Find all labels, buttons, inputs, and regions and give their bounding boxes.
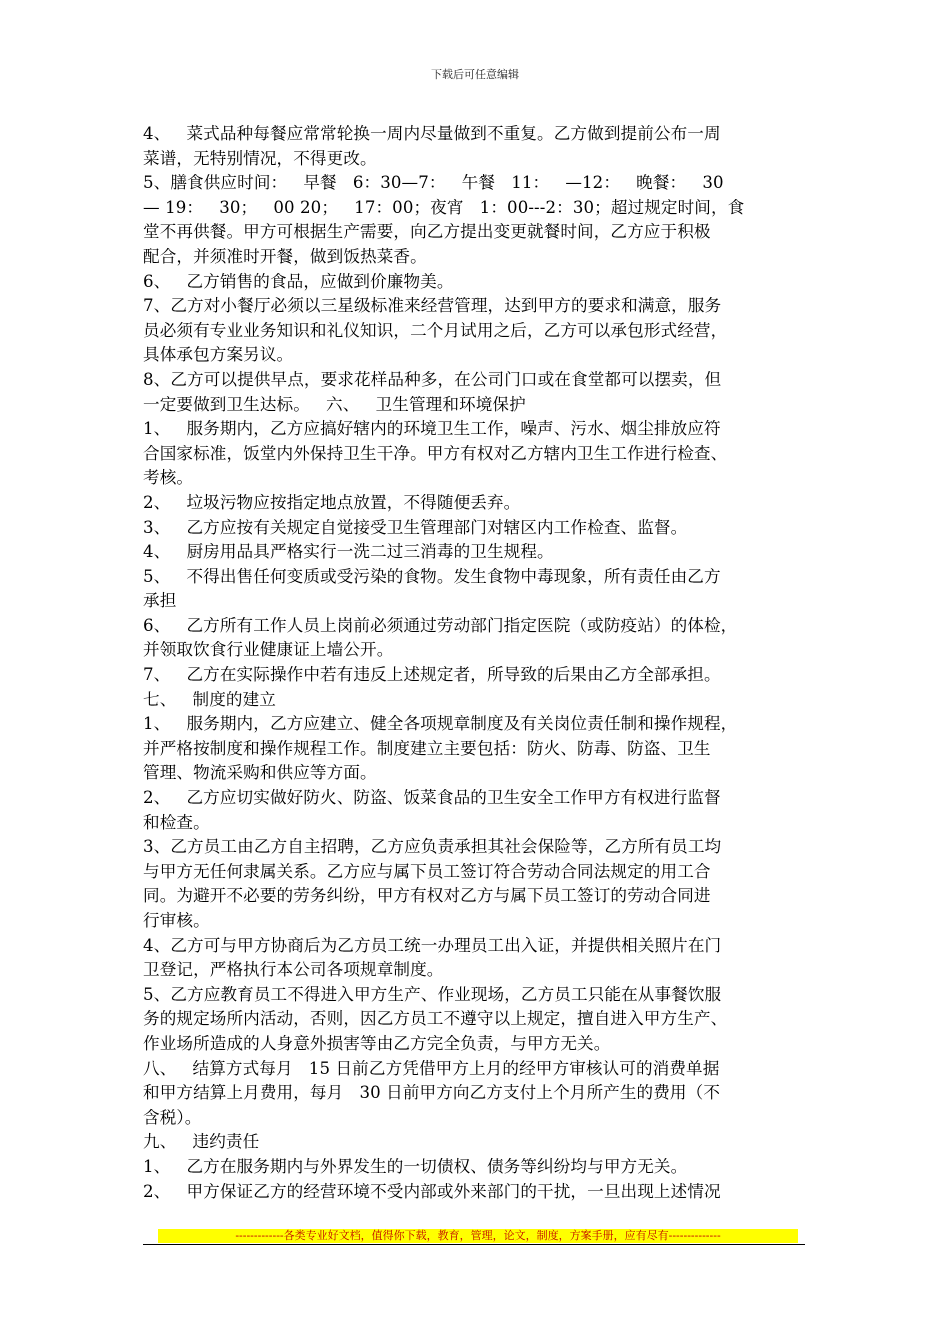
text-line: 七、 制度的建立: [143, 689, 276, 709]
text-line: 3、 乙方应按有关规定自觉接受卫生管理部门对辖区内工作检查、监督。: [143, 517, 688, 537]
text-line: 2、 乙方应切实做好防火、防盗、饭菜食品的卫生安全工作甲方有权进行监督: [143, 788, 721, 808]
text-line: 6、 乙方销售的食品，应做到价廉物美。: [143, 271, 454, 291]
text-line: 与甲方无任何隶属关系。乙方应与属下员工签订符合劳动合同法规定的用工合: [143, 861, 711, 881]
text-line: 员必须有专业业务知识和礼仪知识，二个月试用之后，乙方可以承包形式经营，: [143, 320, 728, 340]
text-line: 承担: [143, 591, 177, 611]
page-header: 下载后可任意编辑: [431, 68, 519, 81]
text-line: 1、 服务期内，乙方应搞好辖内的环境卫生工作，噪声、污水、烟尘排放应符: [143, 419, 721, 439]
text-line: 7、 乙方在实际操作中若有违反上述规定者，所导致的后果由乙方全部承担。: [143, 665, 721, 685]
text-line: 八、 结算方式每月 15 日前乙方凭借甲方上月的经甲方审核认可的消费单据: [143, 1058, 720, 1078]
text-line: 一定要做到卫生达标。 六、 卫生管理和环境保护: [143, 394, 526, 414]
text-line: 2、 甲方保证乙方的经营环境不受内部或外来部门的干扰，一旦出现上述情况: [143, 1181, 721, 1201]
text-line: 具体承包方案另议。: [143, 345, 294, 365]
text-line: 和甲方结算上月费用，每月 30 日前甲方向乙方支付上个月所产生的费用（不: [143, 1083, 721, 1103]
text-line: 合国家标准，饭堂内外保持卫生干净。甲方有权对乙方辖内卫生工作进行检查、: [143, 443, 728, 463]
text-line: 8、乙方可以提供早点，要求花样品种多，在公司门口或在食堂都可以摆卖，但: [143, 369, 722, 389]
text-line: 堂不再供餐。甲方可根据生产需要，向乙方提出变更就餐时间，乙方应于积极: [143, 222, 711, 242]
text-line: 行审核。: [143, 911, 210, 930]
footer-divider: [143, 1244, 805, 1245]
text-line: 4、 厨房用品具严格实行一洗二过三消毒的卫生规程。: [143, 542, 554, 562]
text-line: 并严格按制度和操作规程工作。制度建立主要包括：防火、防毒、防盗、卫生: [143, 738, 711, 758]
text-line: 同。为避开不必要的劳务纠纷，甲方有权对乙方与属下员工签订的劳动合同进: [143, 886, 711, 906]
text-line: 卫登记，严格执行本公司各项规章制度。: [143, 960, 444, 980]
text-line: 含税）。: [143, 1107, 202, 1127]
text-line: 6、 乙方所有工作人员上岗前必须通过劳动部门指定医院（或防疫站）的体检，: [143, 615, 738, 635]
text-line: 5、膳食供应时间： 早餐 6：30—7： 午餐 11： —12： 晚餐： 30: [143, 173, 724, 193]
text-line: 九、 违约责任: [143, 1132, 260, 1152]
text-line: 1、 乙方在服务期内与外界发生的一切债权、债务等纠纷均与甲方无关。: [143, 1156, 688, 1176]
text-line: 配合，并须准时开餐，做到饭热菜香。: [143, 246, 427, 266]
text-line: 5、 不得出售任何变质或受污染的食物。发生食物中毒现象，所有责任由乙方: [143, 566, 721, 586]
text-line: — 19： 30； 00 20； 17：00；夜宵 1：00---2：30；超过规定时间，食: [143, 197, 745, 217]
text-line: 7、乙方对小餐厅必须以三星级标准来经营管理，达到甲方的要求和满意，服务: [143, 296, 722, 316]
text-line: 作业场所造成的人身意外损害等由乙方完全负责，与甲方无关。: [143, 1033, 611, 1053]
document-body: [143, 122, 815, 1204]
text-line: 2、 垃圾污物应按指定地点放置，不得随便丢弃。: [143, 492, 521, 512]
text-line: 4、乙方可与甲方协商后为乙方员工统一办理员工出入证，并提供相关照片在门: [143, 935, 722, 955]
text-line: 和检查。: [143, 812, 210, 832]
text-line: 1、 服务期内，乙方应建立、健全各项规章制度及有关岗位责任制和操作规程，: [143, 714, 738, 734]
footer-banner: -------------各类专业好文档，值得你下载，教育，管理，论文，制度，方案手册，应有尽有--------------: [158, 1229, 798, 1243]
text-line: 考核。: [143, 468, 194, 488]
text-line: 3、乙方员工由乙方自主招聘，乙方应负责承担其社会保险等，乙方所有员工均: [143, 837, 722, 857]
text-line: 并领取饮食行业健康证上墙公开。: [143, 640, 394, 660]
text-line: 菜谱，无特别情况，不得更改。: [143, 148, 377, 168]
text-line: 5、乙方应教育员工不得进入甲方生产、作业现场，乙方员工只能在从事餐饮服: [143, 984, 722, 1004]
text-line: 4、 菜式品种每餐应常常轮换一周内尽量做到不重复。乙方做到提前公布一周: [143, 124, 721, 143]
text-line: 管理、物流采购和供应等方面。: [143, 763, 377, 783]
text-line: 务的规定场所内活动，否则，因乙方员工不遵守以上规定，擅自进入甲方生产、: [143, 1009, 728, 1029]
